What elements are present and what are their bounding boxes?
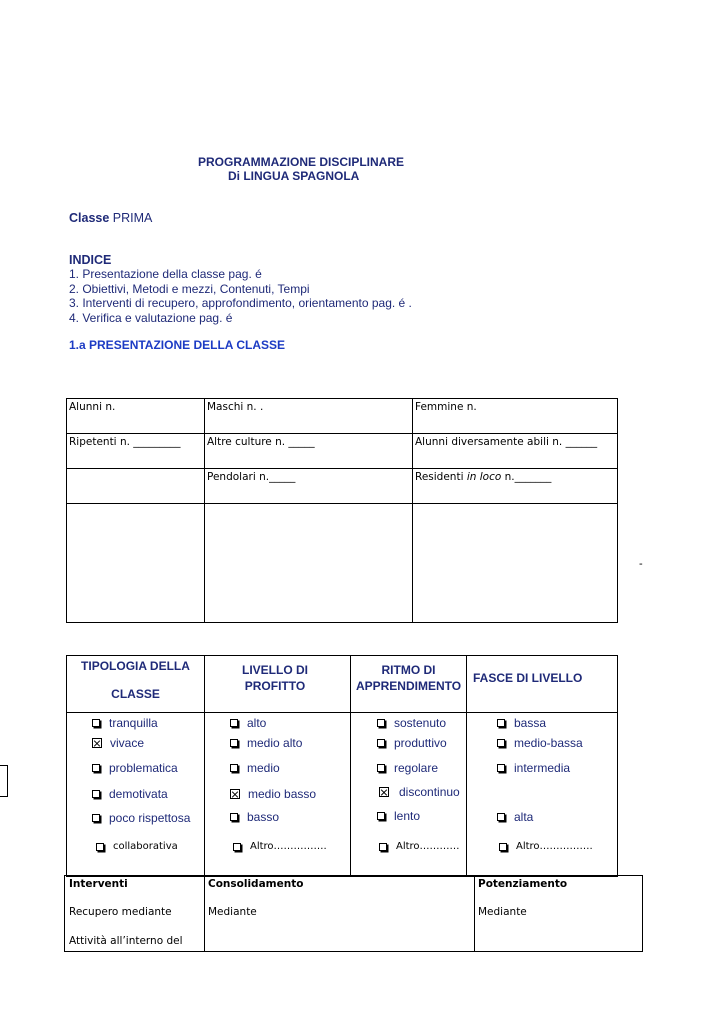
- table-divider: [67, 433, 617, 434]
- cell-potenziamento-mediante: Mediante: [478, 906, 527, 918]
- table-divider: [204, 656, 205, 876]
- header-consolidamento: Consolidamento: [208, 878, 304, 890]
- cell-diversamente-abili: Alunni diversamente abili n. ______: [415, 436, 598, 448]
- checkbox-icon[interactable]: [379, 843, 387, 851]
- option-produttivo[interactable]: [377, 736, 447, 750]
- checkbox-icon[interactable]: [377, 739, 385, 747]
- header-fasce: FASCE DI LIVELLO: [473, 671, 583, 685]
- option-label: discontinuo: [399, 785, 460, 799]
- cell-femmine: Femmine n.: [415, 401, 477, 413]
- option-medio-basso[interactable]: [230, 787, 316, 801]
- table-divider: [412, 399, 413, 622]
- indice-heading: INDICE: [69, 253, 112, 267]
- classe-label: Classe: [69, 211, 110, 225]
- margin-dash: -: [639, 558, 643, 570]
- header-tipologia: [67, 658, 204, 702]
- option-tranquilla[interactable]: [92, 716, 158, 730]
- class-profile-table: [66, 655, 618, 877]
- checkbox-icon[interactable]: [377, 764, 385, 772]
- header-interventi: Interventi: [69, 878, 128, 890]
- cell-recupero: Recupero mediante: [69, 906, 172, 918]
- checkbox-icon[interactable]: [233, 843, 241, 851]
- checkbox-icon[interactable]: [92, 764, 100, 772]
- indice-item: 3. Interventi di recupero, approfondimento, orientamento pag. é .: [69, 296, 412, 310]
- option-label: vivace: [110, 736, 145, 750]
- option-medio-bassa[interactable]: [497, 736, 583, 750]
- table-divider: [67, 503, 617, 504]
- option-label: problematica: [109, 761, 178, 775]
- option-medio-alto[interactable]: [230, 736, 302, 750]
- option-label: Altro…………….: [516, 841, 593, 852]
- cell-pendolari: Pendolari n._____: [207, 471, 296, 483]
- option-label: regolare: [394, 761, 439, 775]
- table-divider: [474, 876, 475, 951]
- checkbox-icon[interactable]: [230, 764, 238, 772]
- option-label: medio: [247, 761, 280, 775]
- option-vivace[interactable]: [92, 736, 144, 750]
- checkbox-icon[interactable]: [497, 764, 505, 772]
- checkbox-icon[interactable]: [497, 813, 505, 821]
- residenti-suffix: n._______: [501, 471, 552, 483]
- checkbox-icon[interactable]: [499, 843, 507, 851]
- table-divider: [67, 712, 617, 713]
- checkbox-icon[interactable]: [96, 843, 104, 851]
- option-medio[interactable]: [230, 761, 280, 775]
- option-alto[interactable]: [230, 716, 266, 730]
- option-basso[interactable]: [230, 810, 279, 824]
- option-label: medio alto: [247, 736, 303, 750]
- residenti-italic: in loco: [466, 471, 502, 483]
- title-line-1: PROGRAMMAZIONE DISCIPLINARE: [198, 155, 405, 169]
- option-label: demotivata: [109, 787, 168, 801]
- document-title: [198, 155, 438, 183]
- checkbox-icon[interactable]: [92, 814, 100, 822]
- option-problematica[interactable]: [92, 761, 178, 775]
- classe-value: PRIMA: [112, 211, 153, 225]
- checkbox-icon[interactable]: [92, 790, 100, 798]
- header-livello: LIVELLO DI PROFITTO: [242, 663, 308, 693]
- option-collaborativa[interactable]: [96, 841, 178, 852]
- indice-item: 2. Obiettivi, Metodi e mezzi, Contenuti, Tempi: [69, 281, 310, 296]
- header-potenziamento: Potenziamento: [478, 878, 568, 890]
- indice-list: [69, 267, 412, 325]
- checkbox-icon[interactable]: [230, 813, 238, 821]
- option-label: lento: [394, 809, 421, 823]
- checkbox-icon[interactable]: [230, 719, 238, 727]
- option-label: Altro…………….: [250, 841, 327, 852]
- classe-line: [69, 211, 152, 225]
- header-ritmo: RITMO DI APPRENDIMENTO: [355, 663, 462, 693]
- checked-box-icon[interactable]: [379, 787, 389, 797]
- cell-altre-culture: Altre culture n. _____: [207, 436, 315, 448]
- checkbox-icon[interactable]: [497, 719, 505, 727]
- checked-box-icon[interactable]: [92, 738, 102, 748]
- option-alta[interactable]: [497, 810, 533, 824]
- option-label: collaborativa: [113, 841, 178, 852]
- checked-box-icon[interactable]: [230, 789, 240, 799]
- option-label: bassa: [514, 716, 547, 730]
- option-poco-rispettosa[interactable]: [92, 811, 190, 825]
- option-ritmo-altro[interactable]: [379, 841, 460, 852]
- table-divider: [204, 399, 205, 622]
- residenti-text: Residenti: [415, 471, 467, 483]
- checkbox-icon[interactable]: [377, 719, 385, 727]
- class-data-table: [66, 398, 618, 623]
- option-label: tranquilla: [109, 716, 158, 730]
- option-intermedia[interactable]: [497, 761, 570, 775]
- option-lento[interactable]: [377, 809, 420, 823]
- option-label: Altro…………: [396, 841, 460, 852]
- checkbox-icon[interactable]: [377, 812, 385, 820]
- cell-alunni: Alunni n.: [69, 401, 116, 413]
- table-divider: [204, 876, 205, 951]
- option-label: medio basso: [248, 787, 317, 801]
- indice-item: 4. Verifica e valutazione pag. é: [69, 310, 233, 325]
- option-livello-altro[interactable]: [233, 841, 327, 852]
- option-label: basso: [247, 810, 280, 824]
- cell-residenti: [415, 471, 551, 483]
- option-label: intermedia: [514, 761, 571, 775]
- header-tipologia-line2: CLASSE: [111, 687, 160, 701]
- option-regolare[interactable]: [377, 761, 438, 775]
- cell-ripetenti: Ripetenti n. _________: [69, 436, 181, 448]
- title-line-2: Di LINGUA SPAGNOLA: [228, 169, 360, 183]
- margin-bracket: [0, 765, 8, 797]
- checkbox-icon[interactable]: [92, 719, 100, 727]
- checkbox-icon[interactable]: [230, 739, 238, 747]
- option-discontinuo[interactable]: [379, 785, 460, 799]
- option-fasce-altro[interactable]: [499, 841, 593, 852]
- table-divider: [466, 656, 467, 876]
- option-label: alto: [247, 716, 267, 730]
- option-demotivata[interactable]: [92, 787, 168, 801]
- table-divider: [67, 468, 617, 469]
- option-bassa[interactable]: [497, 716, 546, 730]
- header-tipologia-line1: TIPOLOGIA DELLA: [81, 659, 190, 673]
- cell-attivita: Attività all’interno del: [69, 935, 183, 947]
- option-sostenuto[interactable]: [377, 716, 446, 730]
- option-label: alta: [514, 810, 534, 824]
- section-heading-presentazione: 1.a PRESENTAZIONE DELLA CLASSE: [69, 338, 286, 352]
- option-label: sostenuto: [394, 716, 447, 730]
- option-label: medio-bassa: [514, 736, 583, 750]
- cell-maschi: Maschi n. .: [207, 401, 264, 413]
- checkbox-icon[interactable]: [497, 739, 505, 747]
- indice-item: 1. Presentazione della classe pag. é: [69, 267, 262, 281]
- option-label: poco rispettosa: [109, 811, 191, 825]
- interventions-table: [64, 875, 643, 952]
- option-label: produttivo: [394, 736, 447, 750]
- cell-consolidamento-mediante: Mediante: [208, 906, 257, 918]
